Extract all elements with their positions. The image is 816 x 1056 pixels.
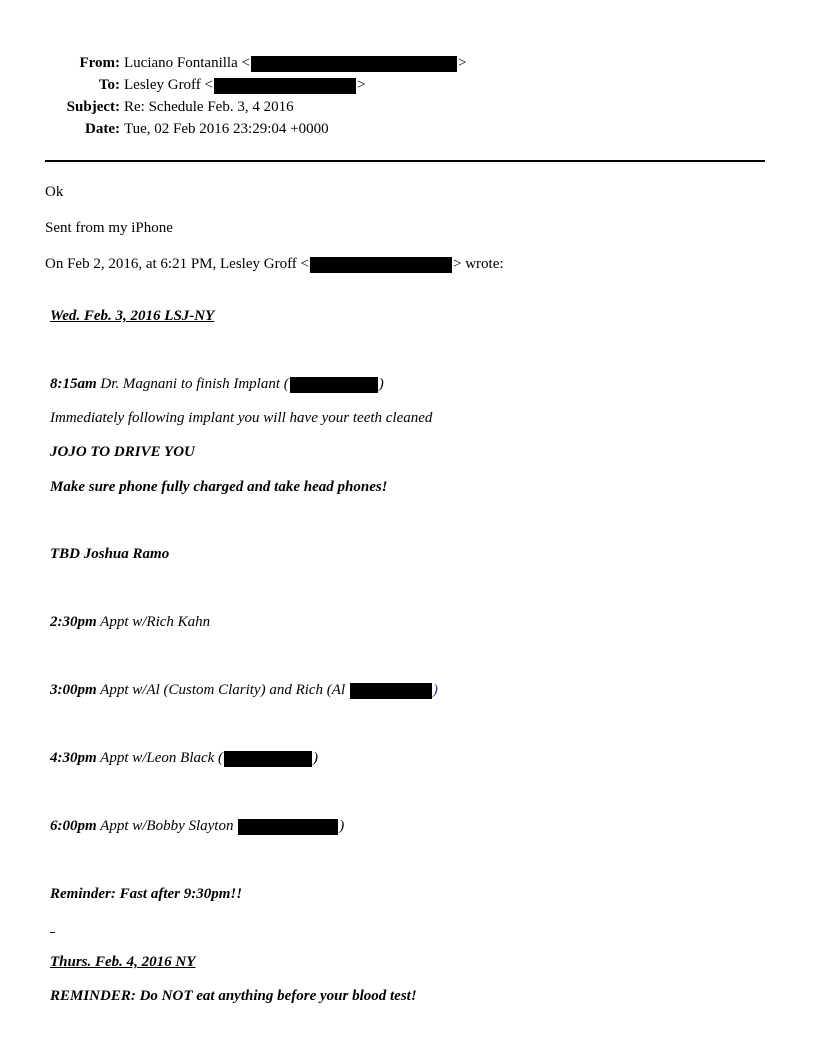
email-header	[0, 52, 600, 140]
schedule-item-black: 4:30pm Appt w/Leon Black ( )	[50, 750, 319, 766]
separator-mark	[50, 932, 55, 933]
to-value: Lesley Groff <	[124, 77, 213, 93]
redaction-box	[310, 257, 452, 273]
from-label: From:	[79, 55, 120, 71]
day1-heading: Wed. Feb. 3, 2016 LSJ-NY	[50, 308, 215, 324]
header-divider	[45, 160, 765, 162]
day2-heading: Thurs. Feb. 4, 2016 NY	[50, 954, 196, 970]
phone-note: Make sure phone fully charged and take head phones!	[50, 479, 388, 495]
reply-text: Ok	[45, 184, 64, 200]
blood-test-reminder: REMINDER: Do NOT eat anything before your blood test!	[50, 988, 417, 1004]
redaction-box	[224, 751, 312, 767]
subject-label: Subject:	[66, 99, 120, 115]
signature-text: Sent from my iPhone	[45, 220, 173, 236]
date-value: Tue, 02 Feb 2016 23:29:04 +0000	[124, 121, 329, 137]
redaction-box	[290, 377, 378, 393]
redaction-box	[214, 78, 356, 94]
tbd-note: TBD Joshua Ramo	[50, 546, 170, 562]
to-row: To: Lesley Groff < >	[0, 74, 600, 96]
implant-note: Immediately following implant you will have your teeth cleaned	[50, 410, 433, 426]
subject-value: Re: Schedule Feb. 3, 4 2016	[124, 99, 294, 115]
fast-reminder: Reminder: Fast after 9:30pm!!	[50, 886, 243, 902]
schedule-item-kahn: 2:30pm Appt w/Rich Kahn	[50, 614, 211, 630]
schedule-item-slayton: 6:00pm Appt w/Bobby Slayton )	[50, 818, 345, 834]
redaction-box	[251, 56, 457, 72]
date-row	[0, 118, 600, 140]
redaction-box	[238, 819, 338, 835]
schedule-item-custom-clarity: 3:00pm Appt w/Al (Custom Clarity) and Rich (Al )	[50, 682, 438, 698]
date-label: Date:	[85, 121, 120, 137]
quote-intro: On Feb 2, 2016, at 6:21 PM, Lesley Groff < > wrote:	[45, 256, 504, 272]
to-label: To:	[98, 77, 120, 93]
driver-note: JOJO TO DRIVE YOU	[50, 444, 195, 460]
subject-row	[0, 96, 600, 118]
from-row: From: Luciano Fontanilla < >	[0, 52, 600, 74]
redaction-box	[350, 683, 432, 699]
from-value: Luciano Fontanilla <	[124, 55, 250, 71]
schedule-item-implant: 8:15am Dr. Magnani to finish Implant ( )	[50, 376, 384, 392]
